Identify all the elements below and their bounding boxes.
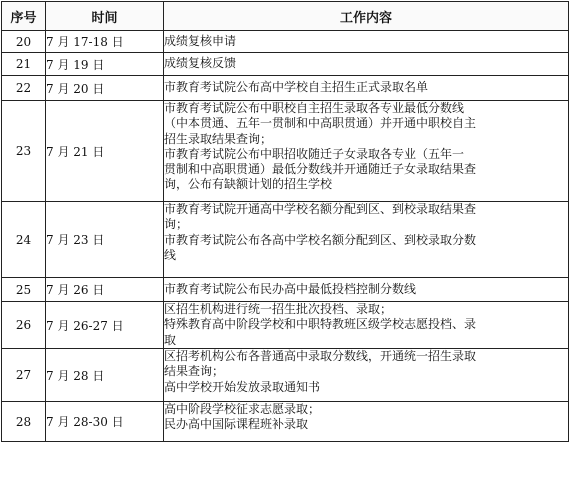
row-seq: 21 <box>2 53 46 76</box>
work-line: 市教育考试院开通高中学校名额分配到区、到校录取结果查 <box>164 202 477 216</box>
table-row <box>2 302 569 349</box>
table-row <box>2 31 569 53</box>
work-line: 询，公布有缺额计划的招生学校 <box>164 177 333 192</box>
table-row <box>2 202 569 278</box>
work-line: 市教育考试院公布高中学校自主招生正式录取名单 <box>164 80 429 95</box>
table-row <box>2 76 569 101</box>
row-work-content <box>164 53 569 76</box>
work-line: 市教育考试院公布中职招收随迁子女录取各专业（五年一 <box>164 146 465 161</box>
row-seq: 28 <box>2 402 46 442</box>
row-work-content <box>164 302 569 349</box>
row-seq: 22 <box>2 76 46 101</box>
work-line: 取 <box>164 332 177 347</box>
row-time: 7 月 28-30 日 <box>46 402 164 442</box>
table-row <box>2 349 569 402</box>
row-seq: 27 <box>2 349 46 402</box>
row-time: 7 月 21 日 <box>46 101 164 202</box>
row-work-content <box>164 101 569 202</box>
work-line: 市教育考试院公布民办高中最低投档控制分数线 <box>164 281 417 296</box>
header-seq: 序号 <box>2 2 46 31</box>
row-work-content <box>164 402 569 442</box>
row-time: 7 月 23 日 <box>46 202 164 278</box>
work-line: 市教育考试院公布各高中学校名额分配到区、到校录取分数 <box>164 232 477 247</box>
work-line: 成绩复核反馈 <box>164 56 237 71</box>
row-work-content <box>164 76 569 101</box>
work-line: 市教育考试院公布中职校自主招生录取各专业最低分数线 <box>164 101 465 115</box>
row-work-content <box>164 202 569 278</box>
row-time: 7 月 19 日 <box>46 53 164 76</box>
row-seq: 20 <box>2 31 46 53</box>
work-line: 区招生机构进行统一招生批次投档、录取； <box>164 302 393 316</box>
work-line: 线 <box>164 247 177 262</box>
work-line: 民办高中国际课程班补录取 <box>164 417 309 432</box>
row-work-content <box>164 349 569 402</box>
row-seq: 24 <box>2 202 46 278</box>
work-line: 询； <box>164 217 189 232</box>
work-line: 高中阶段学校征求志愿录取； <box>164 402 321 416</box>
header-row <box>2 2 569 31</box>
work-line: 招生录取结果查询； <box>164 131 273 146</box>
table-row <box>2 278 569 302</box>
work-line: 区招考机构公布各普通高中录取分数线，开通统一招生录取 <box>164 349 477 363</box>
row-time: 7 月 26 日 <box>46 278 164 302</box>
work-line: 成绩复核申请 <box>164 33 237 48</box>
row-seq: 23 <box>2 101 46 202</box>
row-time: 7 月 17-18 日 <box>46 31 164 53</box>
row-time: 7 月 26-27 日 <box>46 302 164 349</box>
table-row <box>2 53 569 76</box>
table-row <box>2 402 569 442</box>
work-line: 贯制和中高职贯通）最低分数线并开通随迁子女录取结果查 <box>164 162 477 177</box>
work-line: 结果查询； <box>164 364 225 379</box>
table-body <box>2 31 569 442</box>
header-time: 时间 <box>46 2 164 31</box>
work-line: 特殊教育高中阶段学校和中职特教班区级学校志愿投档、录 <box>164 317 477 332</box>
table-row <box>2 101 569 202</box>
header-work: 工作内容 <box>164 2 569 31</box>
row-work-content <box>164 31 569 53</box>
work-line: 高中学校开始发放录取通知书 <box>164 379 321 394</box>
row-time: 7 月 28 日 <box>46 349 164 402</box>
work-line: （中本贯通、五年一贯制和中高职贯通）并开通中职校自主 <box>164 116 477 131</box>
row-time: 7 月 20 日 <box>46 76 164 101</box>
row-seq: 25 <box>2 278 46 302</box>
row-work-content <box>164 278 569 302</box>
row-seq: 26 <box>2 302 46 349</box>
schedule-table <box>1 1 569 442</box>
